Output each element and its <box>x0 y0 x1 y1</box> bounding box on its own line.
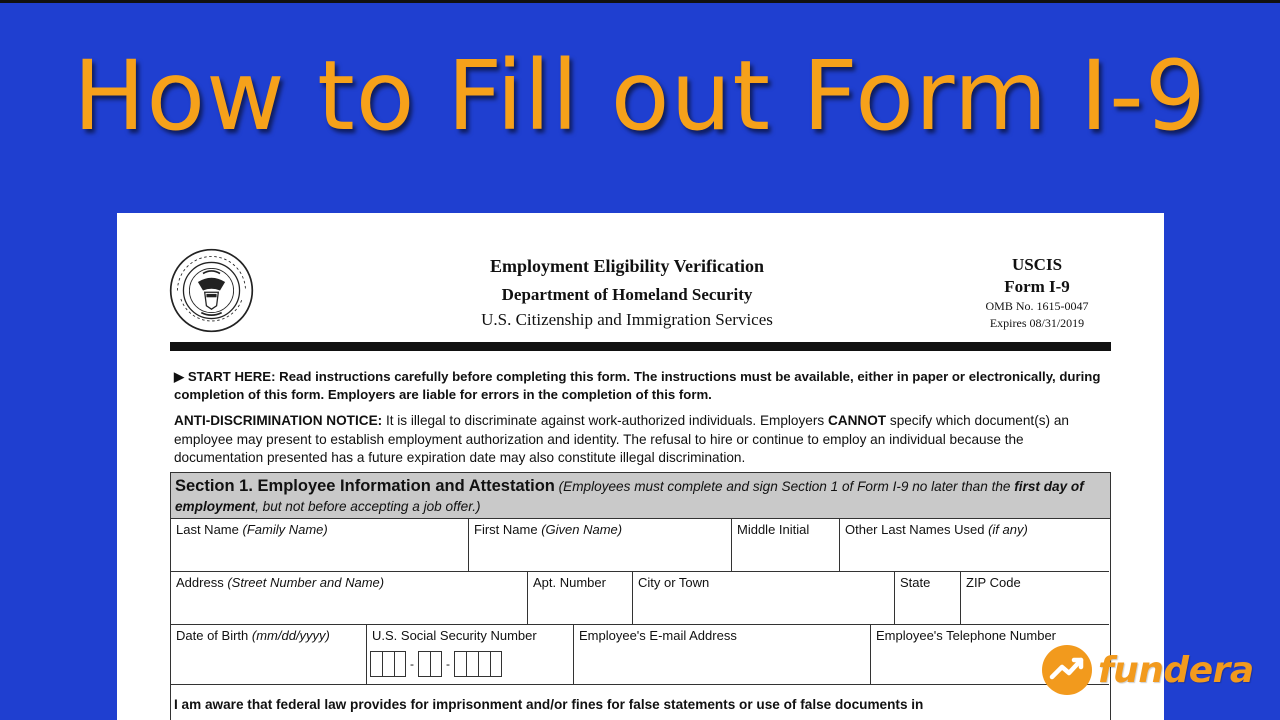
address-hint: (Street Number and Name) <box>227 575 385 590</box>
ssn-label: U.S. Social Security Number <box>372 628 537 643</box>
first-name-label: First Name <box>474 522 538 537</box>
zip-code-field[interactable] <box>961 572 1109 624</box>
form-row-contact <box>171 625 1109 685</box>
section-note-2: , but not before accepting a job offer.) <box>255 499 481 514</box>
first-name-hint: (Given Name) <box>541 522 623 537</box>
form-header-right <box>967 255 1107 331</box>
notice-label: ANTI-DISCRIMINATION NOTICE: <box>174 413 383 428</box>
dhs-seal-icon <box>169 248 254 333</box>
expiration-date: Expires 08/31/2019 <box>989 316 1085 330</box>
notice-cannot: CANNOT <box>827 413 887 428</box>
apt-number-label: Apt. Number <box>533 575 606 590</box>
agency-name: U.S. Citizenship and Immigration Services <box>481 310 773 329</box>
dob-label: Date of Birth <box>176 628 249 643</box>
fundera-logo <box>1040 642 1270 698</box>
other-last-names-label: Other Last Names Used <box>845 522 985 537</box>
middle-initial-label: Middle Initial <box>737 522 810 537</box>
section-1 <box>170 472 1111 720</box>
section-note-bold: first day of employment <box>175 479 1084 514</box>
notice-text-2: specify which document(s) an employee may present to establish employment authorization and identity. The refusal to hire or continue to employ an individual because the documentation presented has a future expiration date may also constitute illegal discrimination. <box>174 413 1069 465</box>
last-name-field[interactable] <box>171 519 469 571</box>
fundera-wordmark: fundera <box>1098 649 1254 691</box>
other-last-names-field[interactable] <box>840 519 1109 571</box>
section-1-header <box>171 473 1110 519</box>
address-field[interactable] <box>171 572 528 624</box>
top-border <box>0 0 1280 3</box>
start-label: START HERE: <box>187 369 276 384</box>
start-here-text <box>174 368 1114 404</box>
video-title: How to Fill out Form I-9 <box>73 40 1207 152</box>
fundera-chart-icon <box>1040 643 1094 697</box>
form-number: Form I-9 <box>1004 277 1070 296</box>
address-label: Address <box>176 575 224 590</box>
middle-initial-field[interactable] <box>732 519 840 571</box>
section-note-1: (Employees must complete and sign Section 1 of Form I-9 no later than the <box>558 479 1011 494</box>
state-field[interactable] <box>895 572 961 624</box>
city-field[interactable] <box>633 572 895 624</box>
omb-number: OMB No. 1615-0047 <box>985 299 1089 313</box>
form-title: Employment Eligibility Verification <box>489 256 764 276</box>
apt-number-field[interactable] <box>528 572 633 624</box>
form-header-center <box>407 256 847 330</box>
form-document <box>117 213 1164 720</box>
section-1-title: Section 1. Employee Information and Attestation <box>175 477 555 495</box>
ssn-field[interactable] <box>367 625 574 684</box>
city-label: City or Town <box>638 575 710 590</box>
ssn-dash: - <box>410 657 414 671</box>
email-label: Employee's E-mail Address <box>579 628 737 643</box>
uscis-label: USCIS <box>1011 255 1063 274</box>
ssn-dash: - <box>446 657 450 671</box>
form-row-name <box>171 519 1109 572</box>
ssn-boxes[interactable] <box>370 651 502 677</box>
anti-discrimination-notice <box>174 412 1114 468</box>
last-name-hint: (Family Name) <box>242 522 328 537</box>
first-name-field[interactable] <box>469 519 732 571</box>
zip-code-label: ZIP Code <box>966 575 1021 590</box>
other-last-names-hint: (if any) <box>988 522 1028 537</box>
department-name: Department of Homeland Security <box>501 285 753 304</box>
dob-field[interactable] <box>171 625 367 684</box>
attestation-text: I am aware that federal law provides for imprisonment and/or fines for false statements or use of false documents in <box>174 697 924 712</box>
play-triangle-icon: ▶ <box>174 369 185 384</box>
last-name-label: Last Name <box>176 522 239 537</box>
notice-text-1: It is illegal to discriminate against work-authorized individuals. Employers <box>385 413 825 428</box>
dob-hint: (mm/dd/yyyy) <box>251 628 330 643</box>
state-label: State <box>900 575 931 590</box>
form-row-address <box>171 572 1109 625</box>
header-rule <box>170 342 1111 351</box>
start-body: Read instructions carefully before completing this form. The instructions must be available, either in paper or electronically, during completion of this form. Employers are liable for errors in the completion of this form. <box>174 369 1101 402</box>
phone-label: Employee's Telephone Number <box>876 628 1057 643</box>
email-field[interactable] <box>574 625 871 684</box>
